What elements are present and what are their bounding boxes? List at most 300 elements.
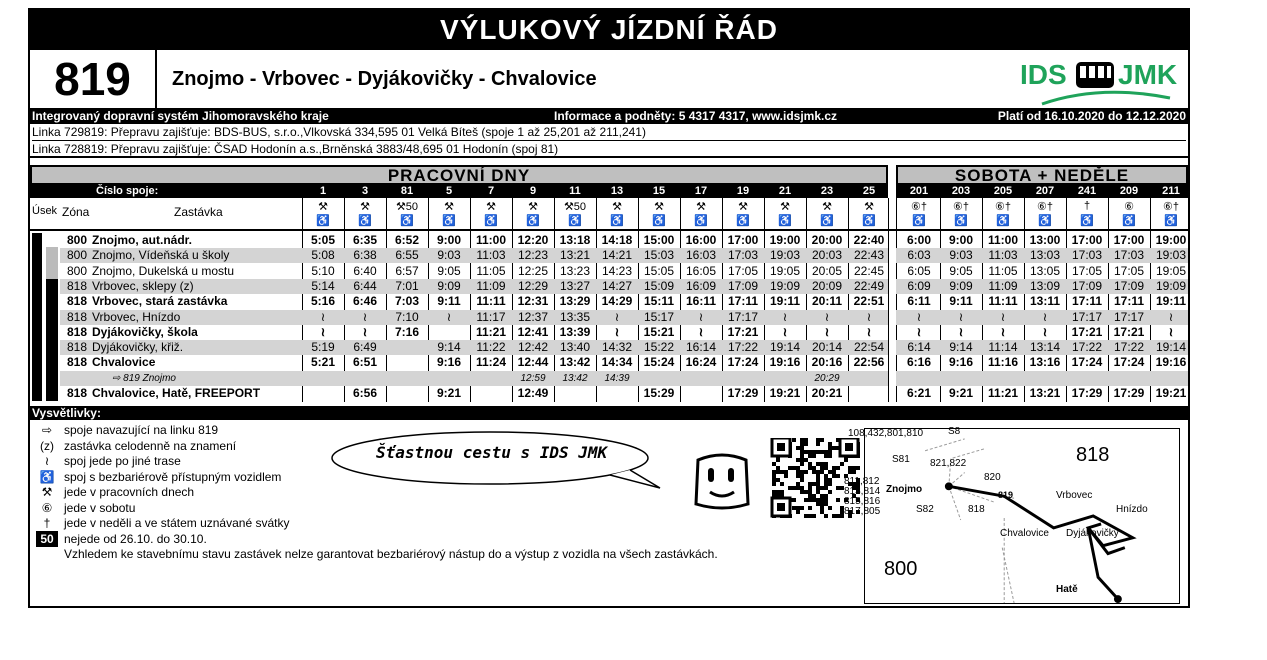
trip-number: 205 [993, 185, 1013, 197]
legend-item [36, 515, 289, 531]
departure-time: 6:05 [907, 263, 931, 278]
departure-time: 5:05 [310, 233, 336, 247]
legend-icon: ⑥ [41, 500, 53, 515]
departure-time: 17:05 [1113, 263, 1145, 278]
departure-time: 17:11 [1071, 294, 1103, 309]
stop-name: Znojmo, Vídeňská u školy [92, 248, 230, 263]
departure-time: 11:00 [475, 233, 507, 247]
departure-time: ≀ [362, 324, 368, 339]
departure-time: 19:21 [1155, 386, 1187, 400]
legend-icon: ⇨ [41, 423, 53, 437]
departure-time: 12:42 [517, 340, 549, 355]
departure-time: 17:00 [727, 233, 759, 247]
departure-time: 9:00 [436, 233, 462, 247]
departure-time: 6:44 [353, 278, 377, 293]
legend-icon: 50 [36, 531, 58, 547]
departure-time: ≀ [782, 309, 788, 324]
departure-time: 11:16 [987, 355, 1019, 370]
departure-time: ≀ [866, 309, 872, 324]
departure-time: 20:21 [811, 386, 843, 400]
departure-time: 20:11 [811, 294, 843, 309]
departure-time: 14:18 [601, 233, 633, 247]
legend-text: jede v sobotu [64, 500, 136, 515]
stop-name: Chvalovice, Hatě, FREEPORT [92, 386, 261, 400]
departure-time: 17:21 [727, 324, 759, 339]
departure-time: ≀ [1042, 324, 1048, 339]
departure-time: 17:00 [1071, 233, 1103, 247]
day-symbol: ⚒ [612, 201, 622, 213]
departure-time: 17:09 [727, 278, 759, 293]
zone-cell: 818 [66, 340, 88, 355]
departure-time: 17:11 [727, 294, 759, 309]
wheelchair-icon: ♿ [610, 215, 624, 227]
wheelchair-icon: ♿ [1164, 215, 1178, 227]
departure-time: 19:05 [769, 263, 801, 278]
departure-time: 17:24 [727, 355, 759, 370]
departure-time: 15:09 [643, 278, 675, 293]
svg-text:IDS: IDS [1020, 59, 1067, 90]
departure-time: 16:09 [685, 278, 717, 293]
trip-number: 241 [1077, 185, 1097, 197]
departure-time: 9:00 [948, 233, 974, 247]
departure-time: ≀ [1168, 309, 1174, 324]
departure-time: 22:56 [853, 355, 885, 370]
departure-time: 15:24 [643, 355, 675, 370]
departure-time: 22:40 [853, 233, 885, 247]
table-row [30, 325, 1188, 340]
wheelchair-icon: ♿ [1122, 215, 1136, 227]
departure-time: 17:21 [1113, 324, 1145, 339]
wheelchair-icon: ♿ [694, 215, 708, 227]
departure-time: 6:16 [906, 355, 932, 370]
table-row [30, 248, 1188, 263]
departure-time: 17:21 [1071, 324, 1103, 339]
map-label: 818 [1076, 444, 1110, 466]
stop-header: Zastávka [174, 205, 223, 219]
day-symbol: ⚒50 [395, 201, 419, 213]
operator-2: Linka 728819: Přepravu zajišťuje: ČSAD Hodonín a.s.,Brněnská 3883/48,695 01 Hodonín (spoj 81) [32, 140, 1186, 156]
departure-time: 6:46 [352, 294, 378, 309]
departure-time: 12:31 [517, 294, 549, 309]
departure-time: 15:00 [643, 233, 675, 247]
zone-cell: 818 [66, 278, 88, 293]
wheelchair-icon: ♿ [442, 215, 456, 227]
map-label: 800 [884, 558, 918, 580]
trip-number: 11 [569, 185, 581, 197]
table-row [30, 233, 1188, 248]
timetable-frame [28, 8, 1190, 608]
table-row [30, 279, 1188, 294]
departure-time: 6:49 [353, 340, 377, 355]
departure-time: 11:05 [476, 263, 506, 278]
departure-time: 12:59 [520, 372, 546, 384]
map-label: 818 [968, 504, 985, 515]
legend-text: nejede od 26.10. do 30.10. [64, 531, 207, 546]
departure-time: ≀ [1042, 309, 1048, 324]
departure-time: 6:56 [352, 386, 378, 400]
day-symbol: ⚒ [360, 201, 370, 213]
table-row [30, 310, 1188, 325]
bus-mascot-icon [690, 450, 754, 514]
departure-time: 11:14 [988, 340, 1018, 355]
stop-name: Znojmo, Dukelská u mostu [92, 263, 235, 278]
departure-time: 11:05 [988, 263, 1018, 278]
map-label: 819 [998, 490, 1014, 500]
departure-time: ≀ [698, 324, 704, 339]
departure-time: ≀ [824, 309, 830, 324]
departure-time: 11:09 [988, 278, 1018, 293]
wheelchair-icon: ♿ [358, 215, 372, 227]
departure-time: 15:29 [643, 386, 675, 400]
departure-time: 17:29 [1113, 386, 1145, 400]
table-row [30, 371, 1188, 386]
trip-number: 23 [820, 185, 834, 197]
segment-bar [32, 233, 42, 401]
departure-time: 12:44 [517, 355, 549, 370]
departure-time: 22:45 [853, 263, 885, 278]
departure-time: 13:39 [559, 324, 591, 339]
departure-time: 19:11 [1155, 294, 1187, 309]
departure-time: 9:03 [949, 248, 973, 263]
departure-time: 16:03 [685, 248, 717, 263]
departure-time: 6:51 [352, 355, 378, 370]
departure-time: 9:16 [948, 355, 974, 370]
departure-time: 17:24 [1113, 355, 1145, 370]
departure-time: 13:03 [1029, 248, 1061, 263]
departure-time: 11:24 [475, 355, 507, 370]
map-label: Dyjákovičky [1066, 528, 1119, 539]
departure-time: 7:03 [394, 294, 420, 309]
zone-cell: 800 [66, 263, 88, 278]
row-shade [896, 371, 1188, 386]
map-label: 821,822 [930, 458, 967, 469]
route-title: Znojmo - Vrbovec - Dyjákovičky - Chvalovice [172, 68, 597, 90]
wheelchair-icon: ♿ [820, 215, 834, 227]
departure-time: 7:01 [395, 278, 419, 293]
legend-text: spoj s bezbariérově přístupným vozidlem [64, 469, 282, 484]
departure-time: 17:03 [1071, 248, 1103, 263]
trip-no-label: Číslo spoje: [96, 185, 159, 197]
day-symbol: ⑥† [953, 201, 969, 213]
day-symbol: ⚒ [738, 201, 748, 213]
legend-text: zastávka celodenně na znamení [64, 438, 237, 453]
map-label: Hnízdo [1116, 504, 1148, 515]
departure-time: 17:22 [727, 340, 759, 355]
departure-time: 7:10 [395, 309, 419, 324]
departure-time: 13:21 [559, 248, 591, 263]
map-label: Chvalovice [1000, 528, 1049, 539]
zone-header: Zóna [62, 205, 90, 219]
wheelchair-icon: ♿ [736, 215, 750, 227]
departure-time: 17:09 [1113, 278, 1145, 293]
departure-time: 17:22 [1113, 340, 1145, 355]
map-label: Znojmo [886, 484, 923, 495]
legend-text: Vzhledem ke stavebnímu stavu zastávek nelze garantovat bezbariérový nástup do a výstup z vozidla na všech zastávkách. [64, 547, 718, 561]
departure-time: 11:09 [476, 278, 506, 293]
day-symbol: ⚒ [486, 201, 496, 213]
legend-item [36, 500, 135, 516]
map-label: 815,816 [844, 496, 881, 507]
stop-name: Znojmo, aut.nádr. [92, 233, 193, 247]
departure-time: 11:03 [476, 248, 506, 263]
departure-time: 13:42 [559, 355, 591, 370]
day-symbol: ⚒ [654, 201, 664, 213]
departure-time: 14:34 [601, 355, 633, 370]
day-symbol: † [1083, 200, 1091, 212]
departure-time: 14:29 [601, 294, 633, 309]
departure-time: 6:35 [352, 233, 378, 247]
legend-item [36, 484, 194, 500]
info-system: Integrovaný dopravní systém Jihomoravského kraje [32, 109, 329, 123]
wheelchair-icon: ♿ [526, 215, 540, 227]
departure-time: 16:05 [685, 263, 717, 278]
svg-text:JMK: JMK [1118, 59, 1178, 90]
info-contact: Informace a podněty: 5 4317 4317, www.idsjmk.cz [554, 109, 838, 123]
operator-1: Linka 729819: Přepravu zajišťuje: BDS-BUS, s.r.o.,Vlkovská 334,595 01 Velká Bíteš (spoje 1 až 25,201 až 211,241) [32, 125, 646, 139]
departure-time: 15:05 [643, 263, 675, 278]
map-label: 813,814 [844, 486, 881, 497]
departure-time: 6:03 [907, 248, 931, 263]
zone-cell: 818 [66, 355, 88, 370]
departure-time: 19:05 [1155, 263, 1187, 278]
departure-time: 9:14 [949, 340, 973, 355]
departure-time: 20:14 [811, 340, 843, 355]
departure-time: 20:09 [811, 278, 843, 293]
weekday-trip-numbers [30, 185, 888, 198]
wheelchair-icon: ♿ [954, 215, 968, 227]
departure-time: 13:11 [1029, 294, 1061, 309]
departure-time: 11:11 [476, 294, 506, 309]
wheelchair-icon: ♿ [400, 215, 414, 227]
trip-number: 81 [400, 185, 414, 197]
departure-time: 5:08 [311, 248, 335, 263]
map-label: 817,805 [844, 506, 881, 517]
slogan: Šťastnou cestu s IDS JMK [376, 443, 608, 462]
departure-time: 13:35 [559, 309, 591, 324]
departure-time: 6:14 [907, 340, 931, 355]
segment-header: Úsek [32, 205, 58, 217]
departure-time: 17:03 [727, 248, 759, 263]
departure-time: ≀ [916, 309, 922, 324]
departure-time: 15:17 [643, 309, 675, 324]
departure-time: 9:03 [437, 248, 461, 263]
departure-time: 12:37 [517, 309, 549, 324]
departure-time: ≀ [958, 324, 964, 339]
zone-cell: 800 [66, 248, 88, 263]
departure-time: 17:29 [727, 386, 759, 400]
departure-time: 13:27 [559, 278, 591, 293]
departure-time: 17:17 [1071, 309, 1103, 324]
departure-time: ≀ [824, 324, 830, 339]
departure-time: 20:03 [811, 248, 843, 263]
departure-time: 13:29 [559, 294, 591, 309]
departure-time: 17:29 [1071, 386, 1103, 400]
departure-time: 12:25 [517, 263, 549, 278]
legend-title: Vysvětlivky: [30, 406, 1188, 420]
legend-icon: ⚒ [41, 485, 53, 499]
day-symbol: ⑥† [1037, 201, 1053, 213]
day-symbol: ⚒ [318, 201, 328, 213]
departure-time: 16:24 [685, 355, 717, 370]
departure-time: ≀ [866, 324, 872, 339]
departure-time: 6:57 [395, 263, 419, 278]
trip-number: 13 [610, 185, 624, 197]
line-number: 819 [30, 50, 157, 108]
timetable [30, 165, 1188, 402]
departure-time: 6:00 [906, 233, 932, 247]
departure-time: 11:03 [988, 248, 1018, 263]
segment-bar [46, 279, 58, 401]
departure-time: 13:42 [562, 372, 588, 384]
departure-time: 5:16 [310, 294, 336, 309]
table-row [30, 294, 1188, 309]
zone-cell: 818 [66, 309, 88, 324]
departure-time: 11:21 [987, 386, 1019, 400]
departure-time: 13:00 [1029, 233, 1061, 247]
zone-cell: 818 [66, 386, 88, 400]
departure-time: ≀ [446, 309, 452, 324]
departure-time: 19:03 [1155, 248, 1187, 263]
departure-time: 6:38 [353, 248, 377, 263]
trip-number: 211 [1162, 185, 1180, 197]
departure-time: 16:11 [685, 294, 717, 309]
trip-number: 3 [361, 185, 369, 197]
trip-number: 5 [445, 185, 453, 197]
departure-time: 20:00 [811, 233, 843, 247]
departure-time: 19:09 [769, 278, 801, 293]
day-symbol: ⑥† [1163, 201, 1179, 213]
legend-icon: † [43, 516, 51, 530]
wheelchair-icon: ♿ [316, 215, 330, 227]
legend-item [36, 438, 236, 454]
departure-time: 19:16 [1155, 355, 1187, 370]
legend-item [36, 531, 207, 547]
weekend-header: SOBOTA + NEDĚLE [896, 165, 1188, 185]
departure-time: 14:32 [601, 340, 633, 355]
legend-icon: ≀ [44, 454, 50, 468]
trip-number: 9 [529, 185, 537, 197]
wheelchair-icon: ♿ [862, 215, 876, 227]
departure-time: ≀ [916, 324, 922, 339]
departure-time: 19:16 [769, 355, 801, 370]
wheelchair-icon: ♿ [652, 215, 666, 227]
departure-time: 22:49 [853, 278, 885, 293]
departure-time: 11:22 [476, 340, 506, 355]
departure-time: ≀ [698, 309, 704, 324]
stop-name: ⇨ 819 Znojmo [112, 372, 176, 384]
departure-time: ≀ [320, 309, 326, 324]
info-validity: Platí od 16.10.2020 do 12.12.2020 [997, 109, 1186, 123]
departure-time: 9:16 [436, 355, 462, 370]
departure-time: 15:22 [643, 340, 675, 355]
departure-time: ≀ [320, 324, 326, 339]
departure-time: 11:00 [987, 233, 1019, 247]
day-symbol: ⑥† [911, 201, 927, 213]
legend-text: jede v pracovních dnech [64, 485, 195, 499]
departure-time: 19:14 [1155, 340, 1187, 355]
departure-time: 11:21 [475, 324, 507, 339]
departure-time: 13:40 [559, 340, 591, 355]
map-label: Vrbovec [1056, 490, 1093, 501]
info-bar [30, 108, 1188, 124]
trip-number: 209 [1119, 185, 1139, 197]
segment-bar [46, 247, 58, 279]
departure-time: ≀ [958, 309, 964, 324]
departure-time: 12:41 [517, 324, 549, 339]
departure-time: 5:10 [311, 263, 335, 278]
day-symbol: ⚒50 [563, 201, 587, 213]
departure-time: 11:17 [476, 309, 506, 324]
departure-time: 6:09 [907, 278, 931, 293]
departure-time: 5:21 [310, 355, 336, 370]
departure-time: 19:11 [769, 294, 801, 309]
departure-time: 17:22 [1071, 340, 1103, 355]
legend-item [36, 422, 218, 438]
trip-number: 15 [652, 185, 666, 197]
departure-time: 6:55 [395, 248, 419, 263]
departure-time: 12:29 [517, 278, 549, 293]
day-symbol: ⚒ [528, 201, 538, 213]
day-symbol: ⑥† [995, 201, 1011, 213]
stop-name: Vrbovec, Hnízdo [92, 309, 181, 324]
weekend-trip-numbers [896, 185, 1188, 198]
departure-time: 13:21 [1029, 386, 1061, 400]
header-divider [30, 229, 1188, 231]
map-label: 108,432,801,810 [848, 428, 924, 439]
map-label: 820 [984, 472, 1001, 483]
zone-cell: 818 [66, 324, 88, 339]
departure-time: 13:05 [1029, 263, 1061, 278]
table-row [30, 386, 1188, 401]
departure-time: 17:03 [1113, 248, 1145, 263]
departure-time: 9:11 [437, 294, 461, 309]
departure-time: 20:16 [811, 355, 843, 370]
departure-time: 17:17 [727, 309, 759, 324]
departure-time: 6:52 [394, 233, 420, 247]
departure-time: 9:05 [949, 263, 973, 278]
departure-time: 7:16 [394, 324, 420, 339]
departure-time: 12:20 [517, 233, 549, 247]
departure-time: 9:14 [437, 340, 461, 355]
departure-time: 19:14 [769, 340, 801, 355]
departure-time: 19:03 [769, 248, 801, 263]
stop-name: Chvalovice [92, 355, 156, 370]
departure-time: 9:05 [437, 263, 461, 278]
day-symbol: ⑥ [1124, 201, 1134, 213]
day-symbol: ⚒ [822, 201, 832, 213]
departure-time: 20:05 [811, 263, 843, 278]
map-label: S81 [892, 454, 910, 465]
ids-jmk-logo [1020, 54, 1180, 106]
departure-time: 17:05 [727, 263, 759, 278]
departure-time: 19:09 [1155, 278, 1187, 293]
row-shade [60, 371, 888, 386]
wheelchair-icon: ♿ [1038, 215, 1052, 227]
departure-time: 9:09 [949, 278, 973, 293]
trip-number: 7 [487, 185, 495, 197]
departure-time: 17:00 [1113, 233, 1145, 247]
map-label: Hatě [1056, 584, 1078, 595]
page-title: VÝLUKOVÝ JÍZDNÍ ŘÁD [30, 10, 1188, 50]
map-label: S8 [948, 426, 961, 437]
legend-item [36, 469, 281, 485]
map-label: 811,812 [844, 476, 880, 487]
departure-time: 5:19 [311, 340, 335, 355]
departure-time: ≀ [1000, 309, 1006, 324]
stop-name: Dyjákovičky, škola [92, 324, 198, 339]
trip-number: 203 [951, 185, 971, 197]
legend-text: jede v neděli a ve státem uznávané svátky [64, 516, 290, 530]
